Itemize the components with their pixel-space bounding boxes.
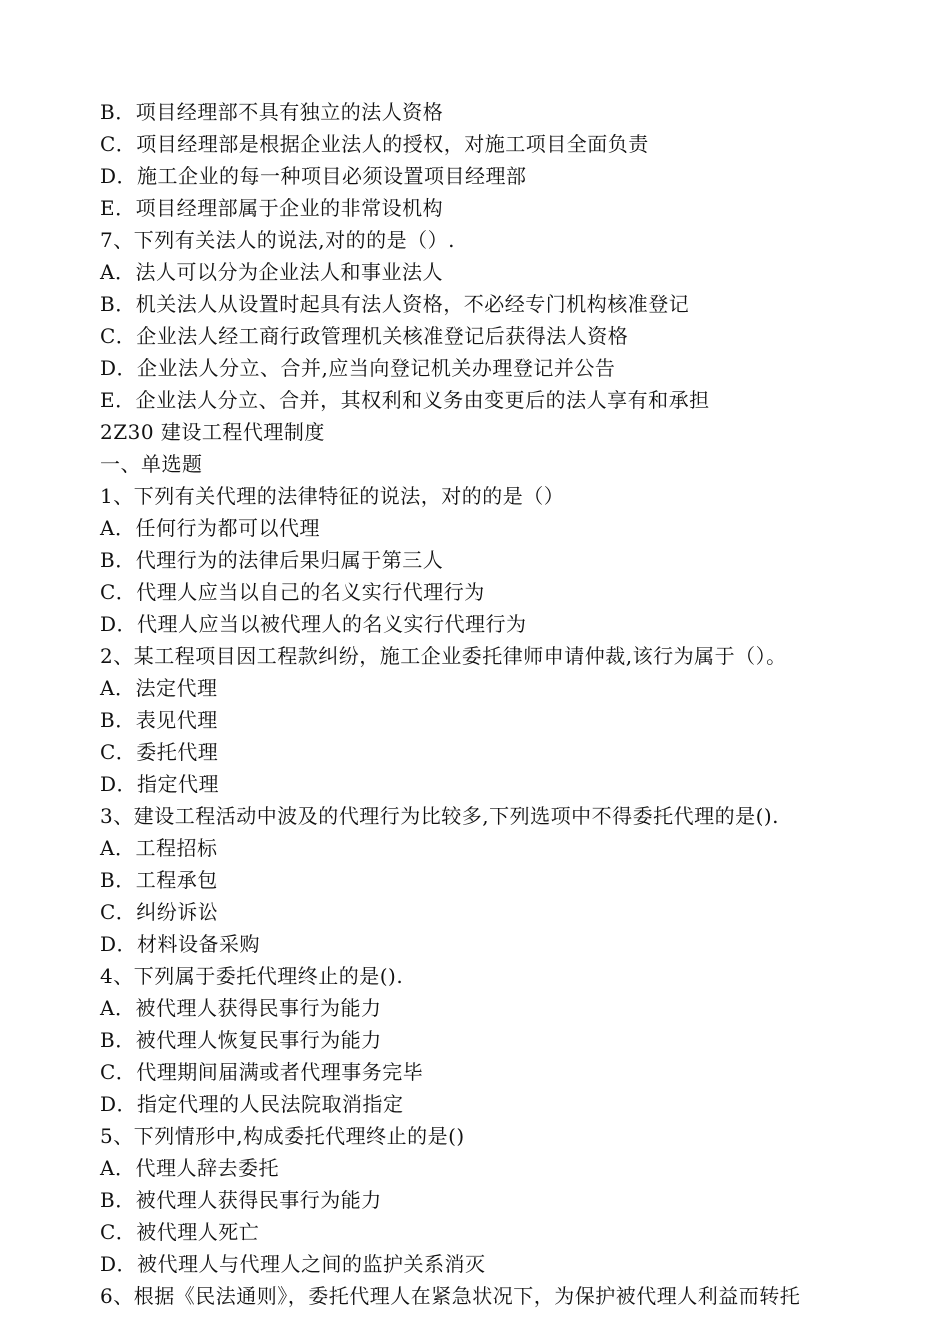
option-b-line: B．被代理人恢复民事行为能力: [100, 1028, 382, 1052]
question-6: 6、根据《民法通则》，委托代理人在紧急状况下，为保护被代理人利益而转托: [100, 1284, 801, 1308]
option-c-line: C．企业法人经工商行政管理机关核准登记后获得法人资格: [100, 324, 629, 348]
question-7: 7、下列有关法人的说法,对的的是（）.: [100, 228, 455, 252]
option-d-line: D．指定代理的人民法院取消指定: [100, 1092, 404, 1116]
question-2: 2、某工程项目因工程款纠纷，施工企业委托律师申请仲裁,该行为属于（）。: [100, 644, 787, 668]
option-d-line: D．材料设备采购: [100, 932, 261, 956]
option-e-line: E．项目经理部属于企业的非常设机构: [100, 196, 444, 220]
option-a-line: A．法人可以分为企业法人和事业法人: [100, 260, 443, 284]
option-d-line: D．施工企业的每一种项目必须设置项目经理部: [100, 164, 527, 188]
option-b-line: B．被代理人获得民事行为能力: [100, 1188, 382, 1212]
option-a-line: A．工程招标: [100, 836, 218, 860]
document-page: [100, 96, 920, 1312]
question-5: 5、下列情形中,构成委托代理终止的是(): [100, 1124, 465, 1148]
option-c-line: C．委托代理: [100, 740, 219, 764]
section-heading: 2Z30 建设工程代理制度: [100, 420, 325, 444]
option-c-line: C．被代理人死亡: [100, 1220, 260, 1244]
option-b-line: B．表见代理: [100, 708, 218, 732]
question-3: 3、建设工程活动中波及的代理行为比较多,下列选项中不得委托代理的是().: [100, 804, 780, 828]
option-a-line: A．任何行为都可以代理: [100, 516, 320, 540]
option-a-line: A．法定代理: [100, 676, 218, 700]
option-d-line: D．被代理人与代理人之间的监护关系消灭: [100, 1252, 486, 1276]
option-b-line: B．机关法人从设置时起具有法人资格，不必经专门机构核准登记: [100, 292, 690, 316]
question-4: 4、下列属于委托代理终止的是().: [100, 964, 404, 988]
option-d-line: D．指定代理: [100, 772, 220, 796]
option-c-line: C．代理人应当以自己的名义实行代理行为: [100, 580, 485, 604]
option-c-line: C．纠纷诉讼: [100, 900, 219, 924]
option-a-line: A．代理人辞去委托: [100, 1156, 279, 1180]
option-b-line: B．项目经理部不具有独立的法人资格: [100, 100, 444, 124]
option-e-line: E．企业法人分立、合并，其权利和义务由变更后的法人享有和承担: [100, 388, 710, 412]
option-c-line: C．代理期间届满或者代理事务完毕: [100, 1060, 424, 1084]
option-b-line: B．工程承包: [100, 868, 218, 892]
option-b-line: B．代理行为的法律后果归属于第三人: [100, 548, 444, 572]
question-1: 1、下列有关代理的法律特征的说法，对的的是（）: [100, 484, 565, 508]
subsection-heading: 一、单选题: [100, 452, 203, 476]
option-d-line: D．企业法人分立、合并,应当向登记机关办理登记并公告: [100, 356, 616, 380]
option-c-line: C．项目经理部是根据企业法人的授权，对施工项目全面负责: [100, 132, 649, 156]
option-a-line: A．被代理人获得民事行为能力: [100, 996, 382, 1020]
option-d-line: D．代理人应当以被代理人的名义实行代理行为: [100, 612, 527, 636]
